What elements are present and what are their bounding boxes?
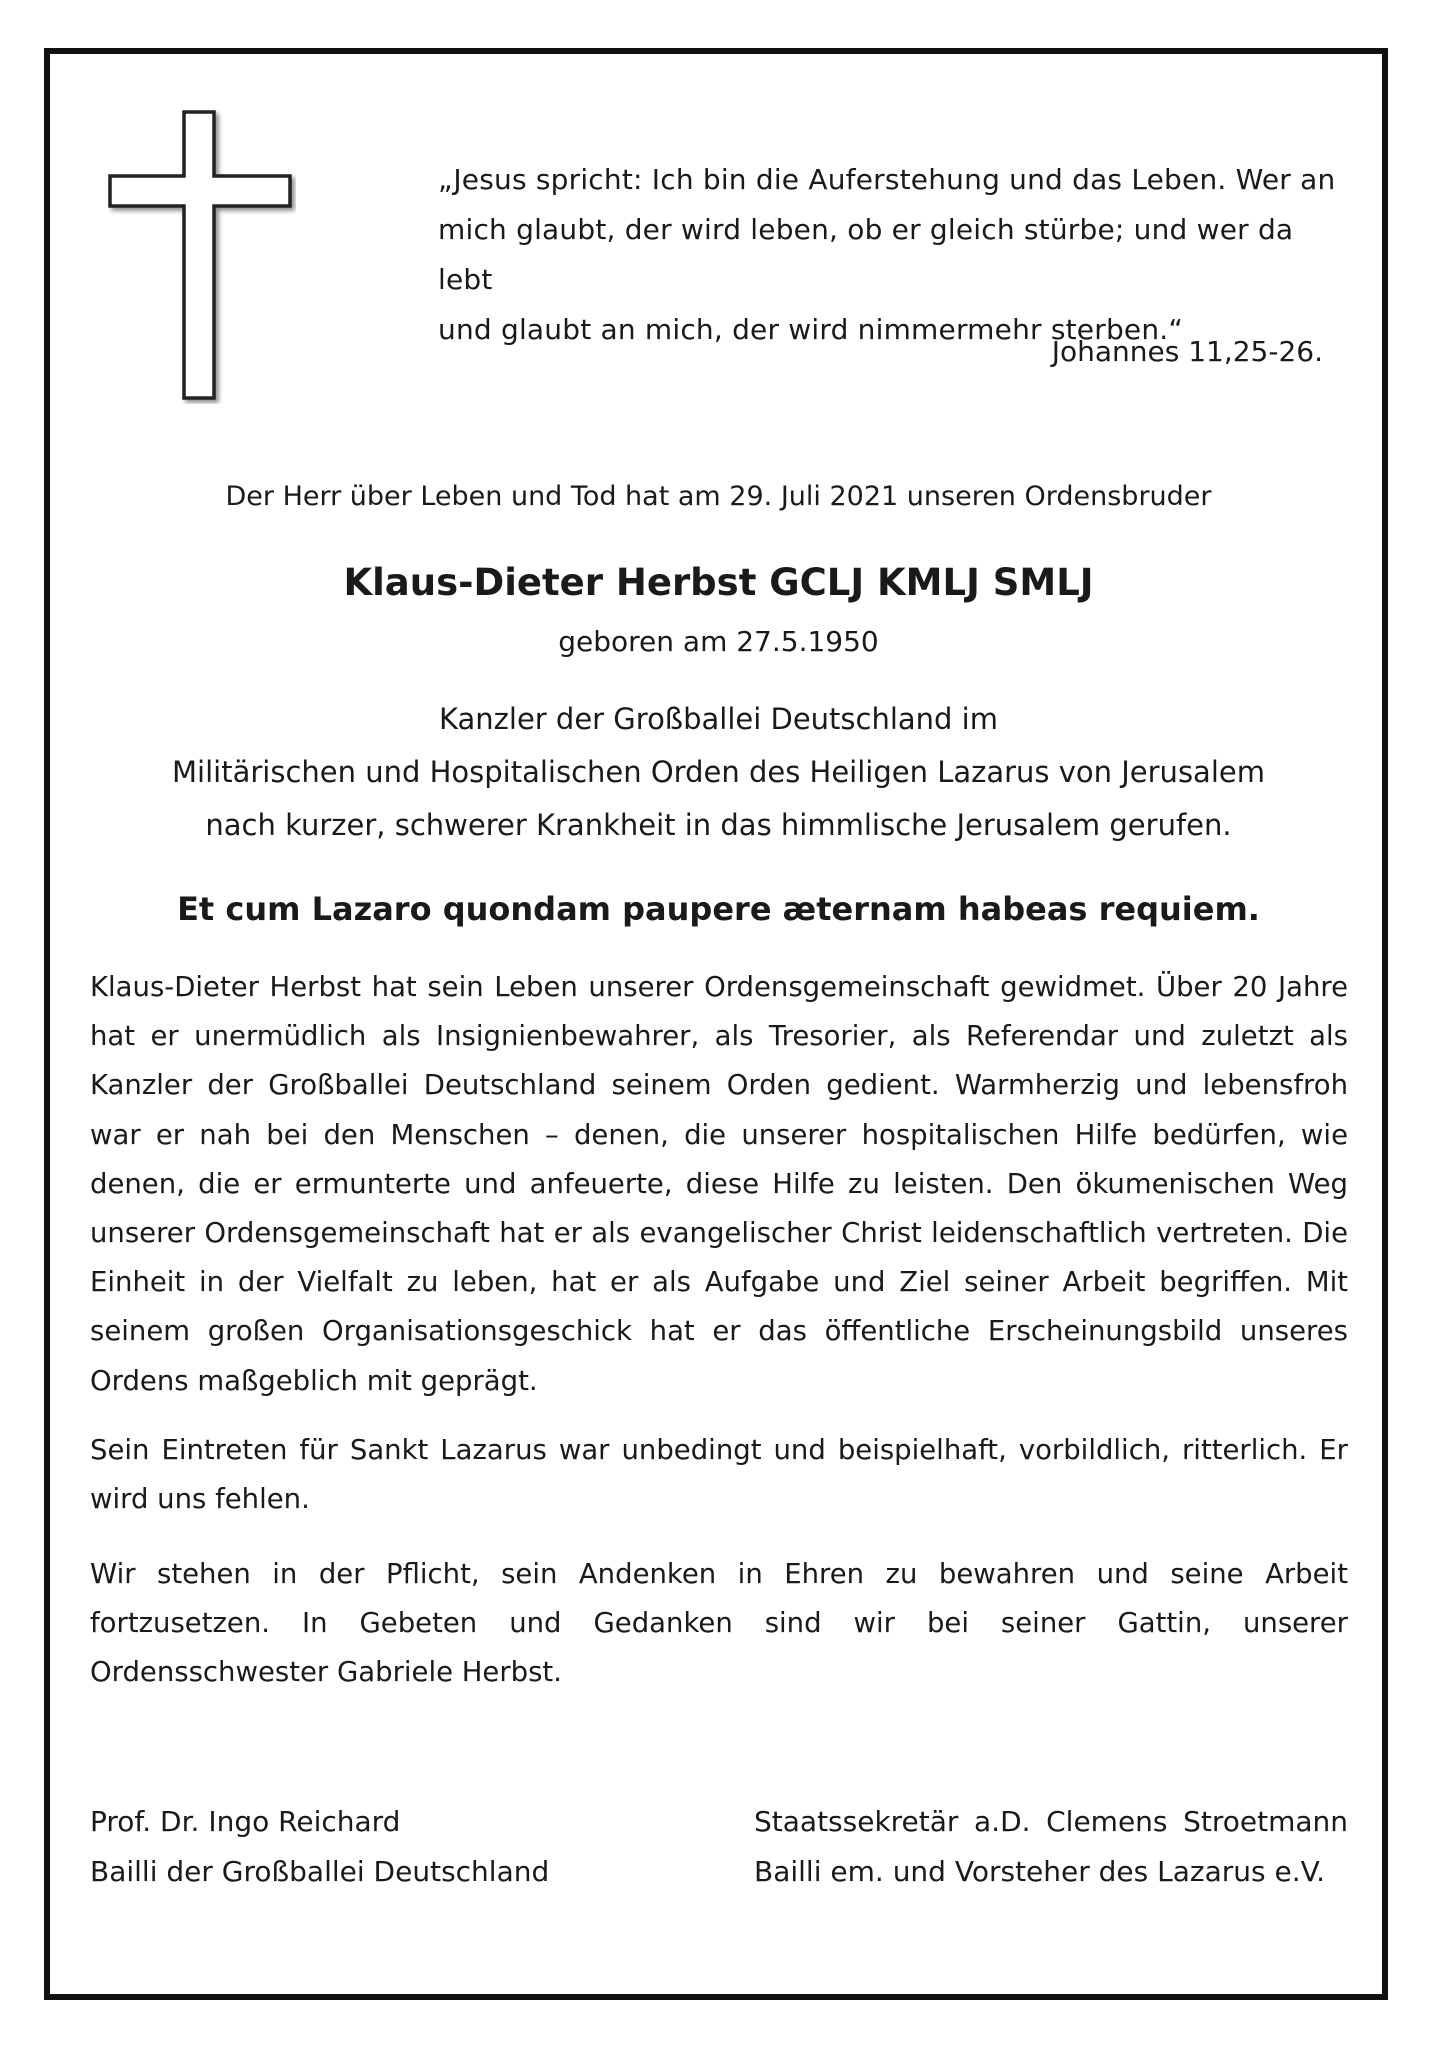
paragraph-text: Wir stehen in der Pflicht, sein Andenken in Ehren zu bewahren und seine Arbeit fortzusetzen. In Gebeten und Gedanken sind wir bei seiner Gattin, unserer Ordensschwester Gabriele Herbst. [90, 1558, 1348, 1689]
tribute-paragraph [90, 963, 1348, 1406]
bible-verse [438, 155, 1344, 355]
office-statement [90, 693, 1347, 852]
signature-right [754, 1797, 1348, 1897]
office-line: Kanzler der Großballei Deutschland im [439, 702, 998, 736]
signatory-title: Bailli der Großballei Deutschland [90, 1855, 550, 1888]
verse-line: und glaubt an mich, der wird nimmermehr sterben.“ [438, 313, 1184, 346]
verse-reference: Johannes 11,25-26. [1051, 335, 1323, 368]
verse-line: „Jesus spricht: Ich bin die Auferstehung und das Leben. Wer an [438, 163, 1336, 196]
office-line: nach kurzer, schwerer Krankheit in das himmlische Jerusalem gerufen. [205, 808, 1232, 842]
birth-date: geboren am 27.5.1950 [558, 625, 879, 658]
signatory-name: Prof. Dr. Ingo Reichard [90, 1805, 401, 1838]
signature-left [90, 1797, 650, 1897]
cross-icon [106, 108, 296, 404]
verse-line: mich glaubt, der wird leben, ob er gleich stürbe; und wer da lebt [438, 213, 1294, 296]
announcement: Der Herr über Leben und Tod hat am 29. Juli 2021 unseren Ordensbruder [225, 481, 1212, 512]
paragraph-text: Sein Eintreten für Sankt Lazarus war unbedingt und beispielhaft, vorbildlich, ritterlich. Er wird uns fehlen. [90, 1434, 1348, 1516]
paragraph-text: Klaus-Dieter Herbst hat sein Leben unserer Ordensgemeinschaft gewidmet. Über 20 Jahre hat er unermüdlich als Insignienbewahrer, als Tresorier, als Referendar und zuletzt als Kanzler der Großballei Deutschland seinem Orden gedient. Warmherzig und lebensfroh war er nah bei den Menschen – denen, die unserer hospitalischen Hilfe bedürfen, wie denen, die er ermunterte und anfeuerte, diese Hilfe zu leisten. Den ökumenischen Weg unserer Ordensgemeinschaft hat er als evangelischer Christ leidenschaftlich vertreten. Die Einheit in der Vielfalt zu leben, hat er als Aufgabe und Ziel seiner Arbeit begriffen. Mit seinem großen Organisationsgeschick hat er das öffentliche Erscheinungsbild unseres Ordens maßgeblich mit geprägt. [90, 971, 1348, 1397]
signatory-name: Staatssekretär a.D. Clemens Stroetmann [754, 1805, 1348, 1838]
tribute-paragraph [90, 1550, 1348, 1698]
office-line: Militärischen und Hospitalischen Orden des Heiligen Lazarus von Jerusalem [172, 755, 1265, 789]
signatory-title: Bailli em. und Vorsteher des Lazarus e.V. [754, 1855, 1326, 1888]
tribute-paragraph [90, 1426, 1348, 1524]
deceased-name: Klaus-Dieter Herbst GCLJ KMLJ SMLJ [343, 561, 1094, 604]
latin-motto: Et cum Lazaro quondam paupere æternam habeas requiem. [177, 890, 1260, 928]
